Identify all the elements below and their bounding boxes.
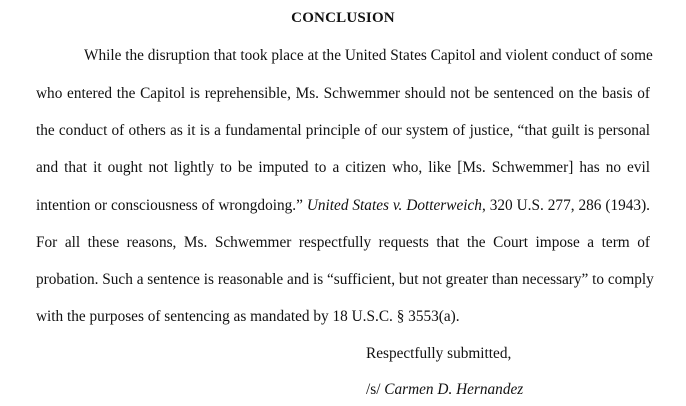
closing-salutation: Respectfully submitted,: [366, 345, 512, 362]
paragraph-line-4: and that it ought not lightly to be imputed to a citizen who, like [Ms. Schwemmer] has no evil: [36, 159, 650, 176]
paragraph-line-1: While the disruption that took place at the United States Capitol and violent conduct of some: [84, 47, 653, 64]
citation-reporter: , 320 U.S. 277, 286 (1943).: [481, 197, 650, 214]
paragraph-line-8: with the purposes of sentencing as mandated by 18 U.S.C. § 3553(a).: [36, 308, 460, 325]
paragraph-line-7: probation. Such a sentence is reasonable and is “sufficient, but not greater than necessary” to comply: [36, 271, 654, 288]
paragraph-line-6: For all these reasons, Ms. Schwemmer respectfully requests that the Court impose a term of: [36, 234, 650, 251]
citation-line: [36, 196, 650, 216]
signature-name: Carmen D. Hernandez: [384, 381, 524, 398]
signature-prefix: /s/: [366, 381, 385, 398]
section-heading: CONCLUSION: [291, 10, 395, 26]
paragraph-line-2: who entered the Capitol is reprehensible, Ms. Schwemmer should not be sentenced on the basis of: [36, 85, 650, 102]
citation-line-text: intention or consciousness of wrongdoing.”: [36, 197, 307, 214]
signature-line: [366, 380, 523, 400]
paragraph-line-3: the conduct of others as it is a fundamental principle of our system of justice, “that guilt is personal: [36, 122, 650, 139]
case-citation: United States v. Dotterweich: [306, 197, 482, 214]
